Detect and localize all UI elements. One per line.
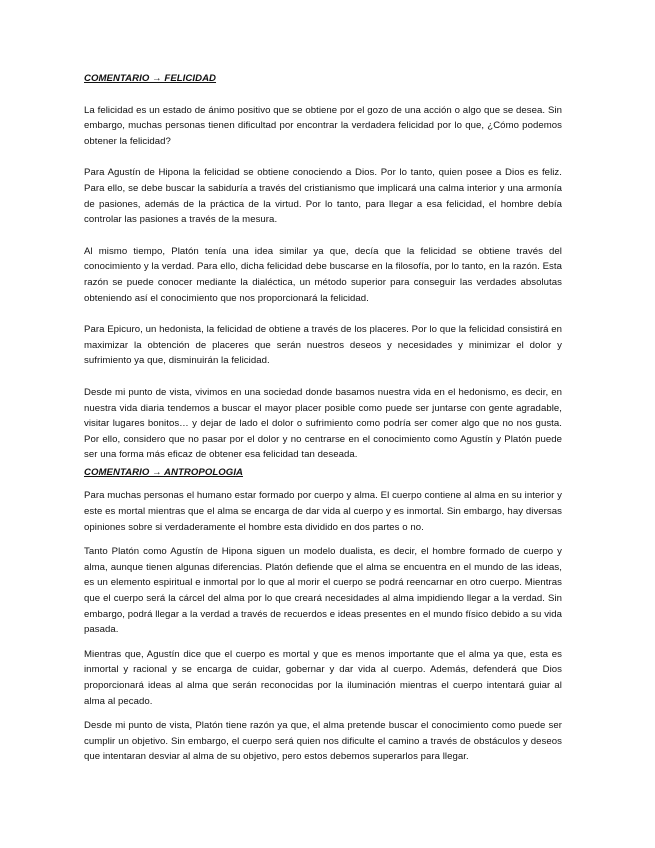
paragraph: Para Agustín de Hipona la felicidad se obtiene conociendo a Dios. Por lo tanto, quien posee a Dios es feliz. Para ello, se debe buscar la sabiduría a través del cristianismo que implicará una calma interior y una armonía de pasiones, además de la práctica de la virtud. Por lo tanto, para llegar a esa felicidad, el hombre debía controlar las pasiones a través de la mesura.: [84, 167, 562, 226]
paragraph: Desde mi punto de vista, vivimos en una sociedad donde basamos nuestra vida en el hedonismo, es decir, en nuestra vida diaria tendemos a buscar el mayor placer posible como puede ser juntarse con gente agradable, visitar lugares bonitos… y dejar de lado el dolor o sufrimiento como podría ser comer algo que no nos gusta. Por ello, considero que no pasar por el dolor y no centrarse en el conocimiento como Agustín y Platón puede ser una forma más eficaz de obtener esa felicidad tan deseada.: [84, 386, 562, 461]
paragraph: Para Epicuro, un hedonista, la felicidad de obtiene a través de los placeres. Por lo que la felicidad consistirá en maximizar la obtención de placeres que serán nuestros deseos y necesidades y minimizar el dolor y sufrimiento ya que, disminuirán la felicidad.: [84, 324, 562, 367]
paragraph: Tanto Platón como Agustín de Hipona siguen un modelo dualista, es decir, el hombre formado de cuerpo y alma, aunque tienen algunas diferencias. Platón defiende que el alma se encuentra en el mundo de las ideas, es un elemento espiritual e inmortal por lo que al morir el cuerpo se podrá reencarnar en otro cuerpo. Mientras que el cuerpo será la cárcel del alma por lo que creará necesidades al alma impidiendo llegar a la verdad. Sin embargo, podrá llegar a la verdad a través de recuerdos e ideas presentes en el mundo físico debido a su vida pasada.: [84, 546, 562, 636]
paragraph: Al mismo tiempo, Platón tenía una idea similar ya que, decía que la felicidad se obtiene través del conocimiento y la verdad. Para ello, dicha felicidad debe buscarse en la filosofía, por lo tanto, en la razón. Esta razón se puede conocer mediante la dialéctica, un método superior para conseguir las verdades absolutas obteniendo así el conocimiento que nos proporcionará la felicidad.: [84, 245, 562, 304]
section-heading-felicidad: COMENTARIO → FELICIDAD: [84, 73, 217, 84]
paragraph: La felicidad es un estado de ánimo positivo que se obtiene por el gozo de una acción o algo que se desea. Sin embargo, muchas personas tienen dificultad por encontrar la verdadera felicidad por lo que, ¿Cómo podemos obtener la felicidad?: [84, 104, 562, 147]
paragraph: Mientras que, Agustín dice que el cuerpo es mortal y que es menos importante que el alma ya que, esta es inmortal y racional y se encarga de cuidar, gobernar y dar vida al cuerpo. Además, defenderá que Dios proporcionará ideas al alma que serán reconocidas por la iluminación mientras el cuerpo intentará guiar al alma al pecado.: [84, 648, 562, 707]
paragraph: Para muchas personas el humano estar formado por cuerpo y alma. El cuerpo contiene al alma en su interior y este es mortal mientras que el alma se encarga de dar vida al cuerpo y es inmortal. Sin embargo, hay diversas opiniones sobre si verdaderamente el hombre esta dividido en dos partes o no.: [84, 490, 562, 533]
paragraph: Desde mi punto de vista, Platón tiene razón ya que, el alma pretende buscar el conocimiento como puede ser cumplir un objetivo. Sin embargo, el cuerpo será quien nos dificulte el camino a través de obstáculos y deseos que intentaran desviar al alma de su objetivo, pero estos debemos superarlos para llegar.: [84, 720, 562, 763]
document-body: [84, 71, 562, 774]
section-heading-antropologia: COMENTARIO → ANTROPOLOGIA: [84, 466, 244, 478]
